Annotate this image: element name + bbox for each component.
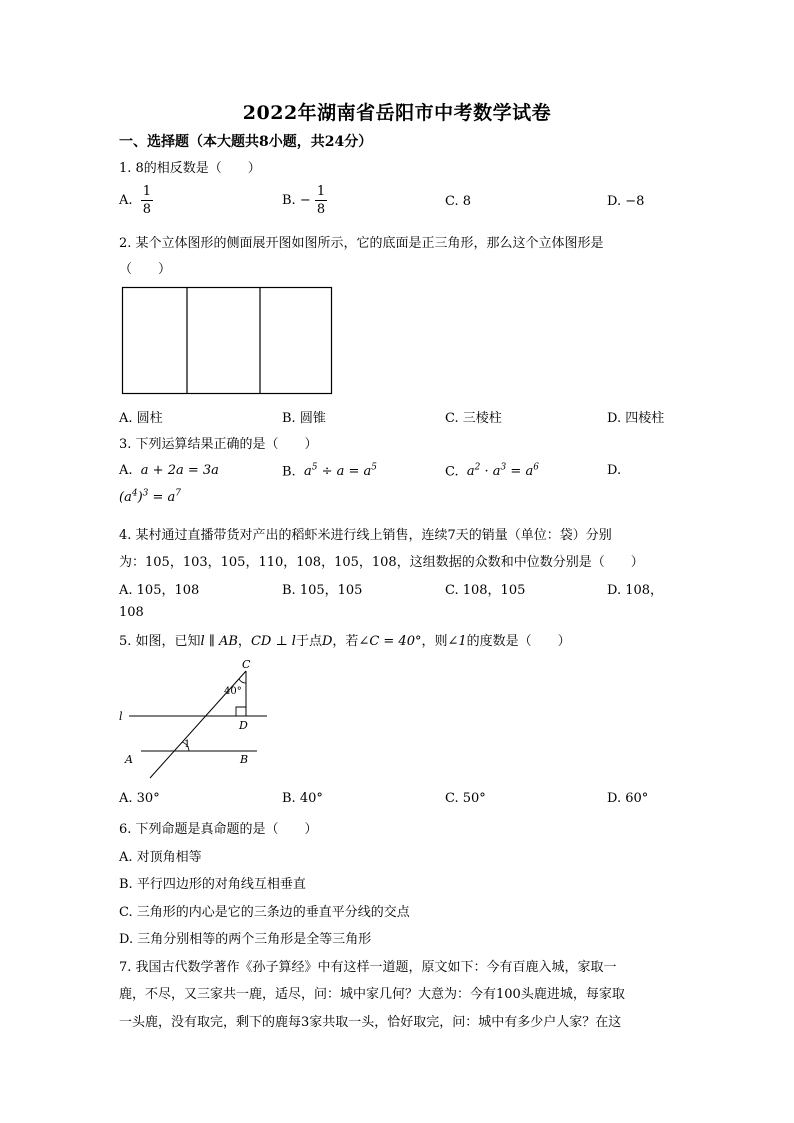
q1-b-fraction: $\frac{1}{8}$ bbox=[316, 184, 326, 217]
q3-option-a: A. a + 2a = 3a bbox=[119, 463, 219, 478]
q4-stem-line2: 为：105，103，105，110，108，105，108，这组数据的众数和中位数分别是（ ） bbox=[119, 555, 644, 570]
section-heading: 一、选择题（本大题共8小题，共24分） bbox=[119, 134, 373, 150]
q1-option-d: D. −8 bbox=[607, 194, 645, 209]
q2-option-c: C. 三棱柱 bbox=[445, 411, 502, 426]
q1-option-b: B. − $\frac{1}{8}$ bbox=[282, 184, 326, 217]
q7-line2: 鹿，不尽，又三家共一鹿，适尽，问：城中家几何？大意为：今有100头鹿进城，每家取 bbox=[119, 987, 625, 1002]
label-angle-40: 40° bbox=[224, 686, 242, 697]
q3-stem: 3. 下列运算结果正确的是（ ） bbox=[119, 437, 318, 452]
q5-option-b: B. 40° bbox=[282, 791, 323, 806]
label-a: A bbox=[125, 753, 133, 766]
label-b: B bbox=[240, 753, 249, 766]
q7-line1: 7. 我国古代数学著作《孙子算经》中有这样一道题，原文如下：今有百鹿入城，家取一 bbox=[119, 960, 617, 975]
q6-option-b: B. 平行四边形的对角线互相垂直 bbox=[119, 877, 306, 892]
q4-stem-line1: 4. 某村通过直播带货对产出的稻虾米进行线上销售，连续7天的销量（单位：袋）分别 bbox=[119, 528, 612, 543]
q4-option-a: A. 105，108 bbox=[119, 583, 200, 598]
q2-option-a: A. 圆柱 bbox=[119, 411, 163, 426]
prism-net-diagram bbox=[121, 286, 335, 398]
label-angle-1: 1 bbox=[184, 739, 191, 750]
q5-stem: 5. 如图，已知l ∥ AB，CD ⊥ l于点D，若∠C = 40°，则∠1的度数是（ ） bbox=[119, 634, 571, 649]
q2-stem: 2. 某个立体图形的侧面展开图如图所示，它的底面是正三角形，那么这个立体图形是 bbox=[119, 236, 604, 251]
q5-option-a: A. 30° bbox=[119, 791, 160, 806]
label-d: D bbox=[239, 719, 248, 732]
q6-option-d: D. 三角分别相等的两个三角形是全等三角形 bbox=[119, 932, 372, 947]
q6-option-a: A. 对顶角相等 bbox=[119, 850, 202, 865]
label-l: l bbox=[119, 710, 123, 723]
q4-option-d: D. 108， bbox=[607, 583, 664, 598]
q6-stem: 6. 下列命题是真命题的是（ ） bbox=[119, 822, 318, 837]
q3-option-d-label: D. bbox=[607, 463, 622, 478]
q5-option-c: C. 50° bbox=[445, 791, 486, 806]
q4-option-b: B. 105，105 bbox=[282, 583, 363, 598]
q1-a-fraction: $\frac{1}{8}$ bbox=[142, 184, 152, 217]
q2-option-d: D. 四棱柱 bbox=[607, 411, 665, 426]
angle-c-arc bbox=[239, 679, 246, 683]
q4-option-c: C. 108，105 bbox=[445, 583, 526, 598]
q3-option-b: B. $a^5 \div a = a^5$ bbox=[282, 463, 378, 480]
page-title: 2022年湖南省岳阳市中考数学试卷 bbox=[242, 102, 552, 124]
label-c: C bbox=[242, 658, 251, 671]
q1-option-c: C. 8 bbox=[445, 194, 472, 209]
q1-option-a: A. $\frac{1}{8}$ bbox=[119, 184, 152, 217]
q2-paren: （ ） bbox=[119, 262, 172, 277]
right-angle-mark bbox=[236, 707, 246, 716]
q6-option-c: C. 三角形的内心是它的三条边的垂直平分线的交点 bbox=[119, 905, 410, 920]
q4-option-d-cont: 108 bbox=[119, 605, 144, 620]
q1-stem: 1. 8的相反数是（ ） bbox=[119, 161, 261, 176]
net-outline bbox=[123, 288, 332, 394]
q2-option-b: B. 圆锥 bbox=[282, 411, 326, 426]
q7-line3: 一头鹿，没有取完，剩下的鹿每3家共取一头，恰好取完，问：城中有多少户人家？在这 bbox=[119, 1015, 622, 1030]
q3-option-d: $(a^4)^3 = a^7$ bbox=[119, 489, 182, 506]
geometry-figure bbox=[115, 656, 275, 784]
q5-option-d: D. 60° bbox=[607, 791, 649, 806]
q3-option-c: C. $a^2 \cdot a^3 = a^6$ bbox=[445, 463, 539, 480]
